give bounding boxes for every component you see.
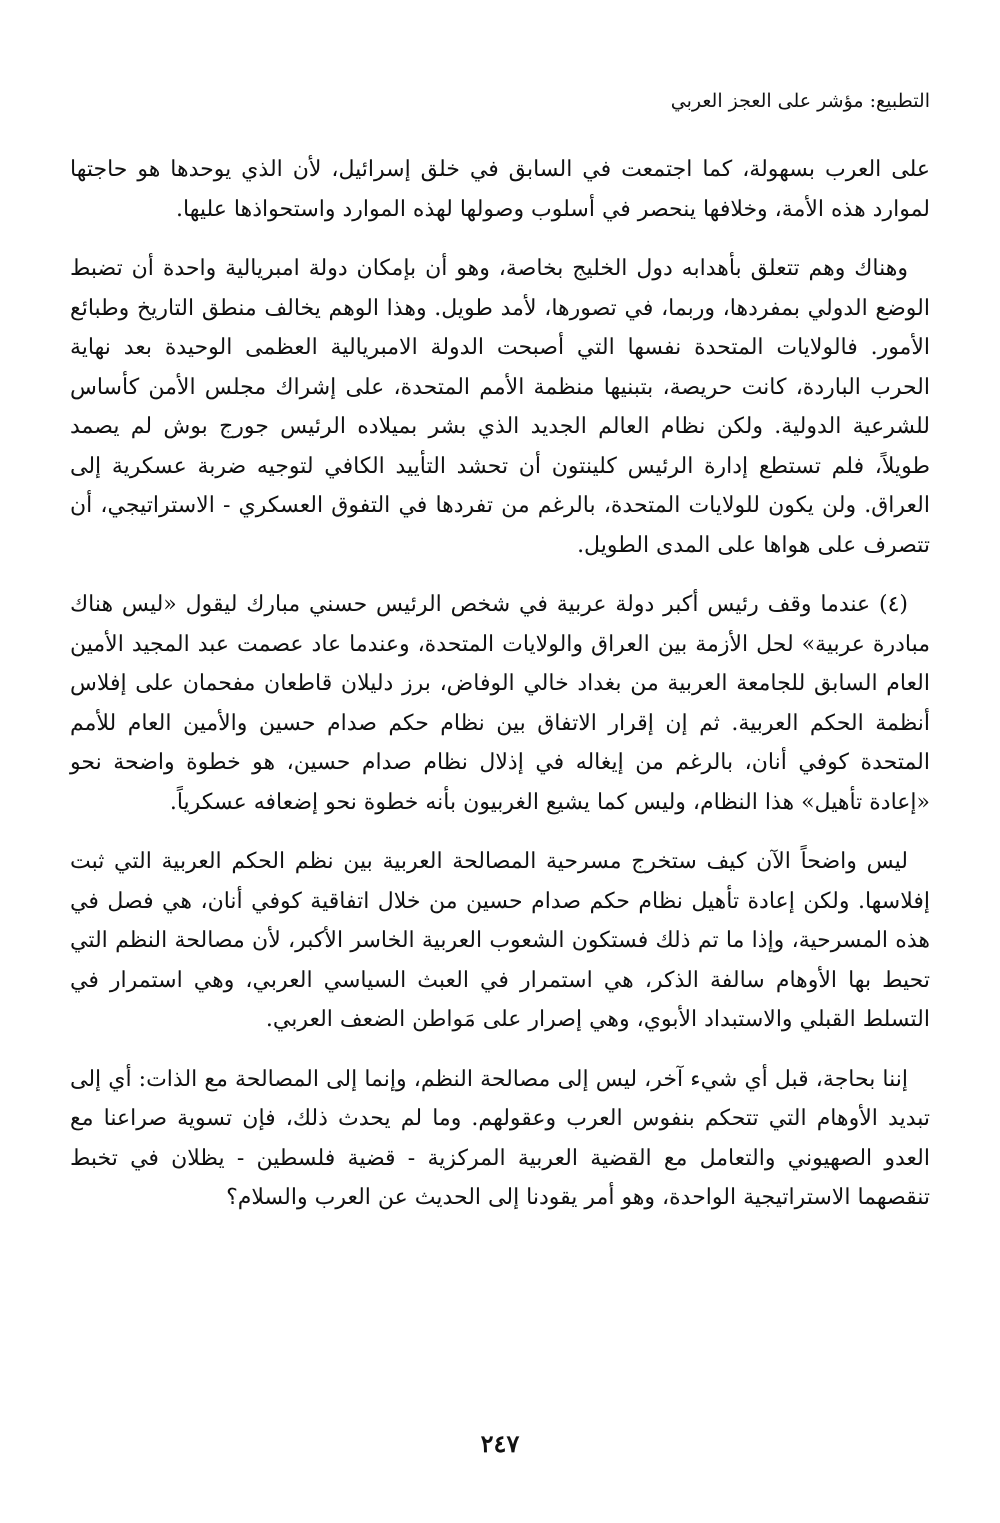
running-header: التطبيع: مؤشر على العجز العربي [670, 90, 930, 112]
body-text [70, 150, 930, 1238]
paragraph-1: على العرب بسهولة، كما اجتمعت في السابق في خلق إسرائيل، لأن الذي يوحدها هو حاجتها لموارد هذه الأمة، وخلافها ينحصر في أسلوب وصولها لهذه الموارد واستحواذها عليها. [70, 157, 930, 222]
page-number: ٢٤٧ [480, 1429, 520, 1458]
paragraph-4: ليس واضحاً الآن كيف ستخرج مسرحية المصالحة العربية بين نظم الحكم العربية التي ثبت إفلاسها. ولكن إعادة تأهيل نظام حكم صدام حسين من خلال اتفاقية كوفي أنان، هي فصل في هذه المسرحية، وإذا ما تم ذلك فستكون الشعوب العربية الخاسر الأكبر، لأن مصالحة النظم التي تحيط بها الأوهام سالفة الذكر، هي استمرار في العبث السياسي العربي، وهي استمرار في التسلط القبلي والاستبداد الأبوي، وهي إصرار على مَواطن الضعف العربي. [70, 849, 930, 1032]
paragraph-2: وهناك وهم تتعلق بأهدابه دول الخليج بخاصة، وهو أن بإمكان دولة امبريالية واحدة أن تضبط الوضع الدولي بمفردها، وربما، في تصورها، لأمد طويل. وهذا الوهم يخالف منطق التاريخ وطبائع الأمور. فالولايات المتحدة نفسها التي أصبحت الدولة الامبريالية العظمى الوحيدة بعد نهاية الحرب الباردة، كانت حريصة، بتبنيها منظمة الأمم المتحدة، على إشراك مجلس الأمن كأساس للشرعية الدولية. ولكن نظام العالم الجديد الذي بشر بميلاده الرئيس جورج بوش لم يصمد طويلاً، فلم تستطع إدارة الرئيس كلينتون أن تحشد التأييد الكافي لتوجيه ضربة عسكرية إلى العراق. ولن يكون للولايات المتحدة، بالرغم من تفردها في التفوق العسكري - الاستراتيجي، أن تتصرف على هواها على المدى الطويل. [70, 256, 931, 558]
paragraph-5: إننا بحاجة، قبل أي شيء آخر، ليس إلى مصالحة النظم، وإنما إلى المصالحة مع الذات: أي إلى تبديد الأوهام التي تتحكم بنفوس العرب وعقولهم. وما لم يحدث ذلك، فإن تسوية صراعنا مع العدو الصهيوني والتعامل مع القضية العربية المركزية - قضية فلسطين - يظلان في تخبط تنقصهما الاستراتيجية الواحدة، وهو أمر يقودنا إلى الحديث عن العرب والسلام؟ [70, 1066, 930, 1210]
paragraph-3: (٤) عندما وقف رئيس أكبر دولة عربية في شخص الرئيس حسني مبارك ليقول «ليس هناك مبادرة عربية» لحل الأزمة بين العراق والولايات المتحدة، وعندما عاد عصمت عبد المجيد الأمين العام السابق للجامعة العربية من بغداد خالي الوفاض، برز دليلان قاطعان مفحمان على إفلاس أنظمة الحكم العربية. ثم إن إقرار الاتفاق بين نظام حكم صدام حسين والأمين العام للأمم المتحدة كوفي أنان، بالرغم من إيغاله في إذلال نظام صدام حسين، هو خطوة واضحة نحو «إعادة تأهيل» هذا النظام، وليس كما يشيع الغربيون بأنه خطوة نحو إضعافه عسكرياً. [70, 592, 930, 815]
